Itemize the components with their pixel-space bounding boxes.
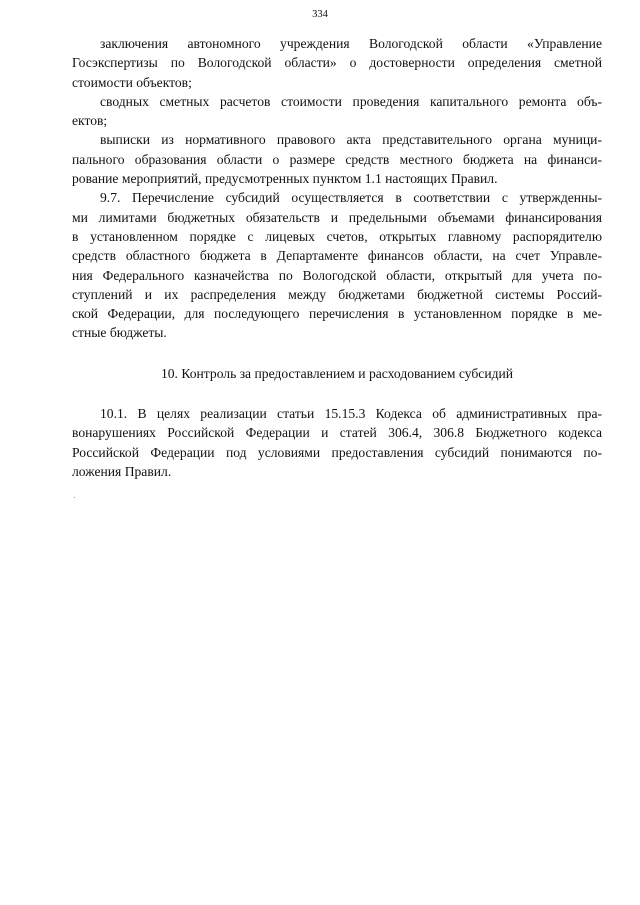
text-line: заключения автономного учреждения Вологодской области «Управление — [100, 36, 602, 51]
text-line: в установленном порядке с лицевых счетов, открытых главному распорядителю — [72, 228, 602, 244]
text-line: Российской Федерации под условиями предоставления субсидий понимаются по- — [72, 444, 602, 460]
text-line: ния Федерального казначейства по Вологодской области, открытый для учета по- — [72, 267, 602, 283]
text-line: ложения Правил. — [72, 463, 172, 479]
page-number: 334 — [312, 9, 328, 20]
text-line: 10.1. В целях реализации статьи 15.15.3 Кодекса об административных пра- — [100, 406, 602, 422]
text-line: сводных сметных расчетов стоимости проведения капитального ремонта объ- — [100, 93, 602, 109]
text-line: 9.7. Перечисление субсидий осуществляется в соответствии с утвержденны- — [100, 190, 602, 206]
paragraph-expertise-conclusion — [72, 34, 602, 92]
paragraph-estimate-calculations — [72, 92, 602, 131]
page-content — [72, 34, 602, 481]
text-line: стные бюджеты. — [72, 325, 167, 341]
paragraph-legal-act-extract — [72, 130, 602, 188]
text-line: ектов; — [72, 113, 108, 129]
paragraph-9-7 — [72, 188, 602, 342]
scan-speck — [74, 497, 75, 498]
text-line: рование мероприятий, предусмотренных пунктом 1.1 настоящих Правил. — [72, 171, 498, 187]
text-line: Госэкспертизы по Вологодской области» о достоверности определения сметной — [72, 55, 602, 71]
text-line: вонарушениях Российской Федерации и статей 306.4, 306.8 Бюджетного кодекса — [72, 425, 602, 441]
text-line: стоимости объектов; — [72, 74, 192, 90]
text-line: ми лимитами бюджетных обязательств и предельными объемами финансирования — [72, 209, 602, 225]
text-line: ступлений и их распределения между бюджетами бюджетной системы Россий- — [72, 286, 602, 302]
text-line: пального образования области о размере средств местного бюджета на финанси- — [72, 151, 602, 167]
paragraph-10-1 — [72, 404, 602, 481]
text-line: ской Федерации, для последующего перечисления в установленном порядке в ме- — [72, 306, 602, 322]
text-line: средств областного бюджета в Департаменте финансов области, на счет Управле- — [72, 248, 602, 264]
text-line: выписки из нормативного правового акта представительного органа муници- — [100, 132, 602, 148]
section-heading: 10. Контроль за предоставлением и расходованием субсидий — [160, 365, 514, 381]
